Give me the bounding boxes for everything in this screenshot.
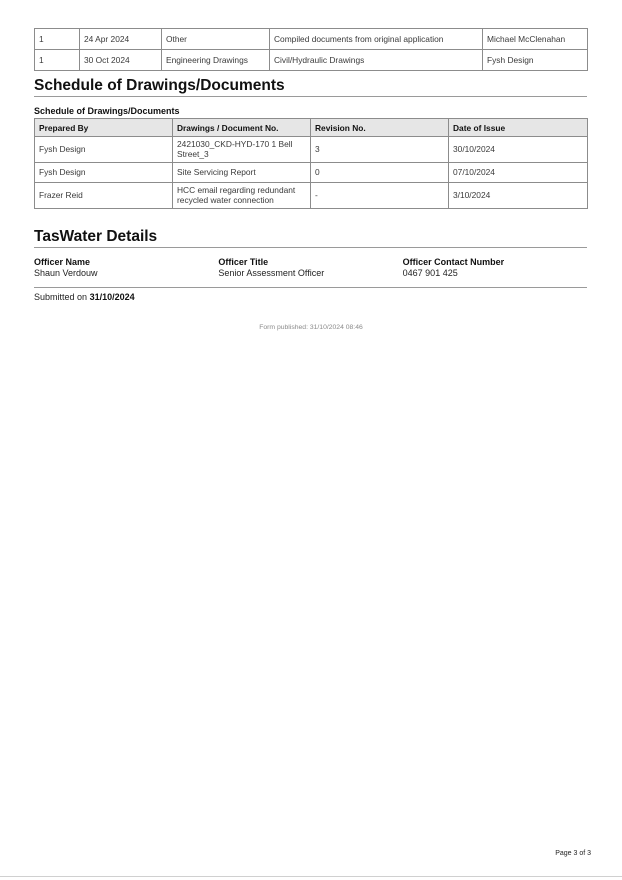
table-cell: Fysh Design	[35, 163, 173, 183]
column-header: Revision No.	[311, 119, 449, 137]
submitted-prefix: Submitted on	[34, 292, 88, 302]
table-cell: Civil/Hydraulic Drawings	[270, 50, 483, 71]
officer-name-label: Officer Name	[34, 257, 91, 267]
officer-details	[34, 257, 587, 278]
table-cell: HCC email regarding redundant recycled water connection	[173, 183, 311, 209]
table-cell: 30 Oct 2024	[80, 50, 162, 71]
schedule-subheading: Schedule of Drawings/Documents	[34, 106, 180, 116]
divider	[34, 287, 587, 288]
officer-contact-block	[403, 257, 587, 278]
table-cell: 1	[35, 29, 80, 50]
schedule-heading: Schedule of Drawings/Documents	[34, 77, 285, 94]
submitted-line	[34, 292, 135, 302]
table-cell: Fysh Design	[483, 50, 588, 71]
table-cell: Michael McClenahan	[483, 29, 588, 50]
officer-name-value: Shaun Verdouw	[34, 268, 98, 278]
officer-name-block	[34, 257, 218, 278]
table-cell: Compiled documents from original application	[270, 29, 483, 50]
column-header: Drawings / Document No.	[173, 119, 311, 137]
table-row	[35, 50, 588, 71]
document-list-table	[34, 28, 588, 71]
column-header: Date of Issue	[449, 119, 588, 137]
table-cell: 3	[311, 137, 449, 163]
table-row	[35, 29, 588, 50]
column-header: Prepared By	[35, 119, 173, 137]
form-published-note: Form published: 31/10/2024 08:46	[259, 324, 363, 331]
officer-title-block	[218, 257, 402, 278]
page-bottom-edge	[0, 876, 622, 877]
table-cell: 30/10/2024	[449, 137, 588, 163]
table-cell: 07/10/2024	[449, 163, 588, 183]
table-cell: Other	[162, 29, 270, 50]
table-cell: Engineering Drawings	[162, 50, 270, 71]
table-cell: Frazer Reid	[35, 183, 173, 209]
table-cell: Fysh Design	[35, 137, 173, 163]
table-row	[35, 163, 588, 183]
taswater-heading: TasWater Details	[34, 228, 158, 245]
table-cell: 24 Apr 2024	[80, 29, 162, 50]
officer-contact-label: Officer Contact Number	[402, 257, 505, 267]
schedule-table	[34, 118, 588, 209]
officer-title-label: Officer Title	[218, 257, 269, 267]
page-number: Page 3 of 3	[555, 850, 591, 857]
schedule-section-title	[34, 77, 587, 97]
officer-contact-value: 0467 901 425	[402, 268, 458, 278]
table-cell: 3/10/2024	[449, 183, 588, 209]
table-cell: 1	[35, 50, 80, 71]
table-row	[35, 137, 588, 163]
table-cell: -	[311, 183, 449, 209]
taswater-section-title	[34, 228, 587, 248]
table-cell: 2421030_CKD-HYD-170 1 Bell Street_3	[173, 137, 311, 163]
table-header-row	[35, 119, 588, 137]
officer-title-value: Senior Assessment Officer	[218, 268, 325, 278]
table-cell: 0	[311, 163, 449, 183]
table-cell: Site Servicing Report	[173, 163, 311, 183]
submitted-date: 31/10/2024	[89, 292, 135, 302]
table-row	[35, 183, 588, 209]
